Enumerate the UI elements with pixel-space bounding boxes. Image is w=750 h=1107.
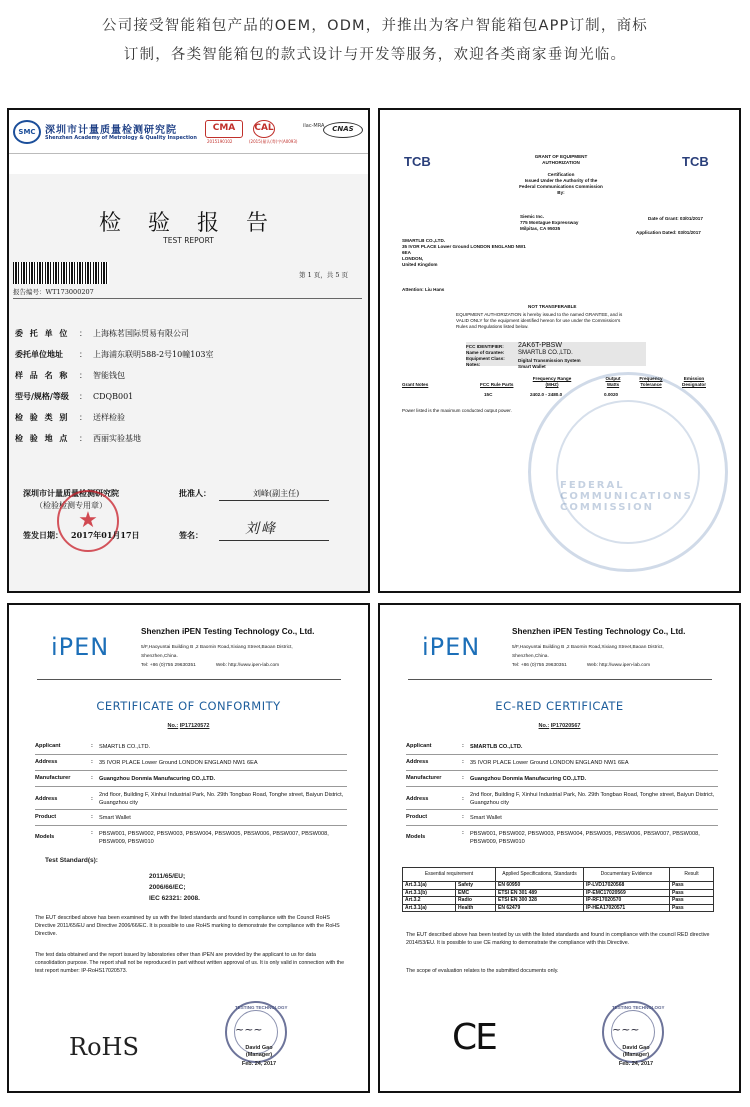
company-name: Shenzhen iPEN Testing Technology Co., Ltd. (141, 627, 315, 636)
table-row (403, 882, 714, 890)
field-sample-name: 样 品 名 称 ： 智能钱包 (15, 370, 125, 380)
approver-line (219, 500, 329, 501)
certificate-date: Feb. 24, 2017 (241, 1061, 277, 1067)
col-fcc-rule-parts: FCC Rule Parts (480, 382, 514, 387)
certificate-title: CERTIFICATE OF CONFORMITY (96, 699, 281, 713)
standard-cell: ETSI EN 300 328 (496, 897, 584, 905)
institute-name-en: Shenzhen Academy of Metrology & Quality Inspection (45, 135, 197, 141)
fcc-id-value: 2AK6T-PBSW (518, 342, 562, 349)
evidence-cell: IP-LVD17020568 (584, 882, 670, 890)
issue-date-label: 签发日期： (23, 530, 63, 540)
company-address: 5/F,Haoyuntai Building B ,2 Baomin Road,Xixiang Street,Baoan District, Shenzhen,China. Tel: +86 (0)755 29630351 Web: http://www.ipen-lab.com (141, 645, 293, 668)
approver-name: 刘峰(副主任) (253, 489, 300, 498)
handwritten-signature: 刘峰 (245, 521, 277, 537)
equipment-class: Digital Transmission System (518, 358, 581, 363)
fcc-id-labels: FCC IDENTIFIER: Name of Grantee: Equipment Class: Notes: (466, 344, 505, 367)
rule-parts-value: 15C (484, 392, 493, 397)
field-client: 委 托 单 位 ： 上海栋茗国际贸易有限公司 (15, 328, 189, 338)
test-report-certificate (7, 108, 370, 593)
requirement-cell: Health (456, 904, 496, 912)
rohs-mark: RoHS (69, 1033, 139, 1061)
result-cell: Pass (670, 904, 714, 912)
table-row (403, 904, 714, 912)
issuer-seal-label: （检验检测专用章） (35, 501, 107, 510)
col-frequency-range: Frequency Range (MHZ) (532, 376, 572, 387)
not-transferable: NOT TRANSFERABLE (528, 304, 577, 309)
fcc-seal-inner-ring (556, 400, 700, 544)
cma-mark: CMA (205, 120, 243, 138)
certificate-date: Feb. 24, 2017 (618, 1061, 654, 1067)
test-standards-label: Test Standard(s): (45, 857, 98, 864)
compliance-paragraph: The EUT described above has been tested by us with the listed standards and found in compliance with the council RED directive 2014/53/EU. It is possible to use CE marking to demonstrate the compliance with this Directive. (406, 932, 710, 947)
row-divider (406, 754, 718, 755)
equipment-notes: Smart Wallet (518, 364, 546, 369)
row-divider (35, 770, 347, 771)
header-divider (37, 679, 341, 680)
intro-line-1: 公司接受智能箱包产品的OEM，ODM，并推出为客户智能箱包APP订制，商标 (102, 18, 648, 34)
table-row (403, 897, 714, 905)
report-title-en: TEST REPORT (163, 236, 214, 245)
table-header-row (403, 868, 714, 882)
certification-authority: Certification Issued Under the Authority of the Federal Communications Commission By: (519, 172, 603, 195)
evidence-cell: IP-HEA17020571 (584, 904, 670, 912)
col-output-watts: Output Watts (605, 376, 621, 387)
disclaimer-paragraph: The test data obtained and the report issued by laboratories other than iPEN are provided by the applicant to us for data consolidation purpose. The report shall not be reproduced in part without written approval of us. It is only valid in connection with the test report number: IP-RoHS17020573. (35, 952, 345, 975)
manager-signature: ~~~ (612, 1023, 640, 1036)
issuer-name: 深圳市计量质量检测研究院 (23, 488, 119, 498)
company-name: Shenzhen iPEN Testing Technology Co., Ltd. (512, 627, 686, 636)
compliance-paragraph: The EUT described above has been examined by us with the listed standards and found in compliance with the Council RoHS Directive 2011/65/EU and Directive 2006/66/EC. It is possible to use RoHS marking to demonstrate the compliance with the RoHS Directive. (35, 915, 340, 938)
standard-1: 2011/65/EU; (149, 873, 186, 880)
tcb-address: Siemic Inc. 775 Montague Expressway Milpitas, CA 95035 (520, 214, 579, 231)
col-grant-notes: Grant Notes (402, 382, 429, 387)
evidence-cell: IP-RF17020570 (584, 897, 670, 905)
authorization-text: EQUIPMENT AUTHORIZATION is hereby issued to the named GRANTEE, and is VALID ONLY for the equipment identified hereon for use under the Commission's Rules and Regulations listed below. (456, 312, 623, 329)
fcc-grant-certificate (378, 108, 741, 593)
grantee-name: SMARTLB CO.,LTD. (518, 350, 573, 356)
date-of-grant: Date of Grant: 03/01/2017 (648, 216, 703, 221)
row-divider (406, 786, 718, 787)
grantee-address: SMARTLB CO.,LTD. 35 IVOR PLACE Lower Ground LONDON ENGLAND NW1 6EA LONDON, United Kingdom (402, 238, 526, 267)
cal-mark-number: (2015)量认(粤)字(A0093) (249, 139, 298, 144)
barcode (13, 262, 109, 284)
ec-red-certificate: iPEN Shenzhen iPEN Testing Technology Co., Ltd. 5/F,Haoyuntai Building B ,2 Baomin Road,Xixiang Street,Baoan District, Shenzhen,China. Tel: +86 (0)755 29630351 Web: http://www.ipen-lab.com EC-RED CERTIFICATE No.: IP17020567 Applicant : SMARTLB CO.,LTD. Address : 35 IVOR PLACE Lower Ground LONDON ENGLAND NW1 6EA Manufacturer : Guangzhou Donmia Manufacuring CO.,LTD. Address : 2nd floor, Building F, Xinhui Industrial Park, No. 29th Tongbao Road, Tonghe street, Baiyun District, Guangzhou city Product : Smart Wallet Models : PBSW001, PBSW002, PBSW003, PBSW004, PBSW005, PBSW006, PBSW007, PBSW008, PBSW009, PBSW010 Essential requirement Applied Specifications, Standards Documentary Evidence Result Art.3.1(a) Safety EN 60950 IP-LVD17020568 Pass Art.3.1(b) EMC ETSI EN 301 489 IP-EMC17020569 Pass Art.3.2 Radio ETSI EN 300 328 IP-RF17020570 Pass Art.3.1(a) Health EN 62479 IP-HEA17020571 Pass The EUT described above has been tested by us with the listed standards and found in compliance with the council RED directive 2014/53/EU. It is possible to use CE marking to demonstrate the compliance with this Directive. The scope of evaluation relates to the submitted documents only. CE TESTING TECHNOLOGY ~~~ David Gao (Manager) Feb. 24, 2017 (378, 603, 741, 1093)
result-cell: Pass (670, 882, 714, 890)
field-inspection-site: 检 验 地 点 ： 西丽实验基地 (15, 433, 141, 443)
scope-paragraph: The scope of evaluation relates to the submitted documents only. (406, 968, 559, 974)
smc-logo: SMC (13, 120, 41, 144)
report-number: 报告编号：WT173000207 (13, 288, 94, 296)
signature-line (219, 540, 329, 541)
fcc-seal-text: FEDERAL COMMUNICATIONS COMMISSION (560, 480, 693, 513)
header-documentary-evidence: Documentary Evidence (584, 868, 670, 882)
ce-mark: CE (452, 1017, 496, 1058)
rohs-certificate-of-conformity: iPEN Shenzhen iPEN Testing Technology Co., Ltd. 5/F,Haoyuntai Building B ,2 Baomin Road,Xixiang Street,Baoan District, Shenzhen,China. Tel: +86 (0)755 29630351 Web: http://www.ipen-lab.com CERTIFICATE OF CONFORMITY No.: IP17120572 Applicant : SMARTLB CO.,LTD. Address : 35 IVOR PLACE Lower Ground LONDON ENGLAND NW1 6EA Manufacturer : Guangzhou Donmia Manufacuring CO.,LTD. Address : 2nd floor, Building F, Xinhui Industrial Park, No. 29th Tongbao Road, Tonghe street, Baiyun District, Guangzhou city Product : Smart Wallet Models : PBSW001, PBSW002, PBSW003, PBSW004, PBSW005, PBSW006, PBSW007, PBSW008, PBSW009, PBSW010 Test Standard(s): 2011/65/EU; 2006/66/EC; IEC 62321: 2008. The EUT described above has been examined by us with the listed standards and found in compliance with the Council RoHS Directive 2011/65/EU and Directive 2006/66/EC. It is possible to use RoHS marking to demonstrate the compliance with the RoHS Directive. The test data obtained and the report issued by laboratories other than iPEN are provided by the applicant to us for data consolidation purpose. The report shall not be reproduced in part without written approval of us. It is only valid in connection with the test report number: IP-RoHS17020573. RoHS TESTING TECHNOLOGY ~~~ David Gao (Manager) Feb. 24, 2017 (7, 603, 370, 1093)
requirement-cell: Radio (456, 897, 496, 905)
standard-cell: ETSI EN 301 489 (496, 889, 584, 897)
row-divider (35, 825, 347, 826)
row-divider (35, 786, 347, 787)
stamp-text: TESTING TECHNOLOGY (235, 1005, 288, 1010)
row-divider (35, 809, 347, 810)
issue-date: 2017年01月17日 (71, 530, 140, 540)
intro-text (0, 12, 750, 70)
red-official-seal: ★ (57, 490, 119, 552)
application-date: Application Dated: 03/01/2017 (636, 230, 701, 235)
col-emission-designator: Emission Designator (682, 376, 706, 387)
tcb-logo-right: TCB (682, 154, 709, 169)
field-client-address: 委托单位地址 ： 上海浦东联明588-2号10幢103室 (15, 349, 214, 359)
intro-line-2: 订制，各类智能箱包的款式设计与开发等服务，欢迎各类商家垂询光临。 (123, 47, 627, 63)
header-essential-requirement: Essential requirement (403, 868, 496, 882)
certificate-number: No.: IP17020567 (538, 723, 581, 729)
header-result: Result (670, 868, 714, 882)
power-note: Power listed is the maximum conducted output power. (402, 408, 512, 413)
output-watts-value: 0.0020 (604, 392, 619, 397)
cal-mark: CAL (253, 120, 275, 138)
result-cell: Pass (670, 897, 714, 905)
requirement-cell: Safety (456, 882, 496, 890)
manager-signature: ~~~ (235, 1023, 263, 1036)
ipen-logo: iPEN (51, 633, 110, 661)
certificate-title: EC-RED CERTIFICATE (495, 699, 624, 713)
essential-requirements-table (402, 867, 714, 912)
requirement-cell: EMC (456, 889, 496, 897)
row-divider (35, 754, 347, 755)
table-row (403, 889, 714, 897)
article-cell: Art.3.2 (403, 897, 456, 905)
institute-name-cn: 深圳市计量质量检测研究院 (45, 125, 177, 136)
signer-role: (Manager) (622, 1052, 650, 1058)
col-frequency-tolerance: Frequency Tolerance (639, 376, 663, 387)
standard-cell: EN 60950 (496, 882, 584, 890)
stamp-text: TESTING TECHNOLOGY (612, 1005, 665, 1010)
attention-line: Attention: Liu Hans (402, 287, 445, 292)
ipen-logo: iPEN (422, 633, 481, 661)
signer-name: David Gao (622, 1045, 650, 1051)
article-cell: Art.3.1(a) (403, 904, 456, 912)
report-title-cn: 检 验 报 告 (99, 211, 278, 236)
signer-name: David Gao (245, 1045, 273, 1051)
field-model: 型号/规格/等级 ： CDQB001 (15, 391, 134, 401)
grant-title: GRANT OF EQUIPMENT AUTHORIZATION (534, 154, 588, 165)
header-applied-specifications: Applied Specifications, Standards (496, 868, 584, 882)
signer-role: (Manager) (245, 1052, 273, 1058)
divider (13, 298, 362, 299)
company-address: 5/F,Haoyuntai Building B ,2 Baomin Road,Xixiang Street,Baoan District, Shenzhen,China. Tel: +86 (0)755 29630351 Web: http://www.ipen-lab.com (512, 645, 664, 668)
frequency-range-value: 2402.0 - 2480.0 (530, 392, 563, 397)
standard-cell: EN 62479 (496, 904, 584, 912)
certificate-number: No.: IP17120572 (167, 723, 210, 729)
row-divider (406, 809, 718, 810)
article-cell: Art.3.1(a) (403, 882, 456, 890)
standard-3: IEC 62321: 2008. (149, 895, 200, 902)
field-inspection-type: 检 验 类 别 ： 送样检验 (15, 412, 125, 422)
evidence-cell: IP-EMC17020569 (584, 889, 670, 897)
header-divider (408, 679, 712, 680)
page-count: 第 1 页，共 5 页 (299, 271, 349, 279)
ilac-mra-logo: ilac-MRA (303, 123, 325, 129)
row-divider (406, 825, 718, 826)
signer-label: 签名： (179, 530, 203, 540)
cnas-logo: CNAS (323, 122, 363, 138)
approver-label: 批准人： (179, 488, 211, 498)
row-divider (406, 770, 718, 771)
standard-2: 2006/66/EC; (149, 884, 186, 891)
tcb-logo-left: TCB (404, 154, 431, 169)
article-cell: Art.3.1(b) (403, 889, 456, 897)
cma-mark-number: 2015190102 (207, 139, 233, 144)
result-cell: Pass (670, 889, 714, 897)
